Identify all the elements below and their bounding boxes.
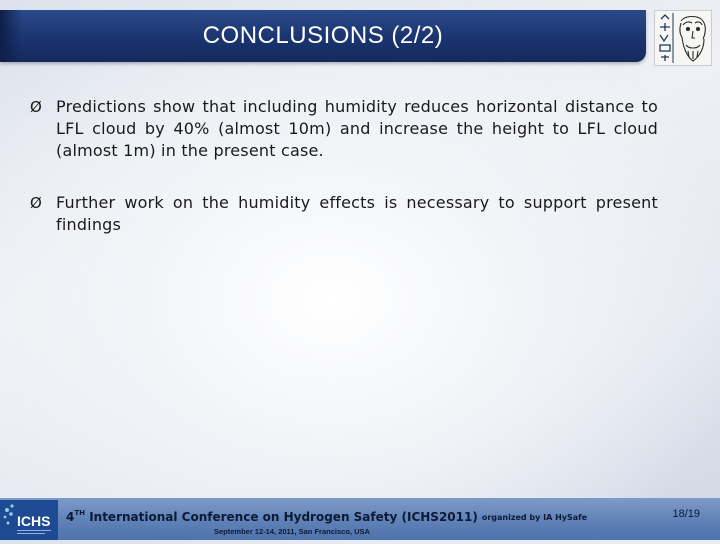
bullet-item xyxy=(30,192,658,236)
university-logo-icon xyxy=(654,10,712,66)
conference-superscript: TH xyxy=(74,509,85,517)
bullet-text: Predictions show that including humidity reduces horizontal distance to LFL cloud by 40% (almost 10m) and increase the height to LFL cloud (almost 1m) in the present case. xyxy=(56,97,658,160)
portrait-logo-icon xyxy=(655,11,711,65)
conference-name: International Conference on Hydrogen Safety (ICHS2011) xyxy=(89,510,478,524)
footer-logo-text: ICHS xyxy=(17,513,51,529)
organizer-text: organized by IA HySafe xyxy=(481,513,588,522)
slide-title: CONCLUSIONS (2/2) xyxy=(202,22,444,49)
bullet-text: Further work on the humidity effects is necessary to support present findings xyxy=(56,193,658,234)
ichs-logo-icon xyxy=(0,500,58,540)
title-bar xyxy=(0,10,646,62)
bullet-item xyxy=(30,96,658,162)
conference-number: 4 xyxy=(66,510,75,524)
conference-title xyxy=(66,510,626,526)
conference-date-location: September 12-14, 2011, San Francisco, USA xyxy=(214,527,370,536)
page-number: 18/19 xyxy=(672,508,700,520)
arrow-bullet-icon: Ø xyxy=(30,98,43,116)
ichs-emblem-icon xyxy=(0,500,58,540)
arrow-bullet-icon: Ø xyxy=(30,194,43,212)
bullet-list xyxy=(30,96,658,236)
